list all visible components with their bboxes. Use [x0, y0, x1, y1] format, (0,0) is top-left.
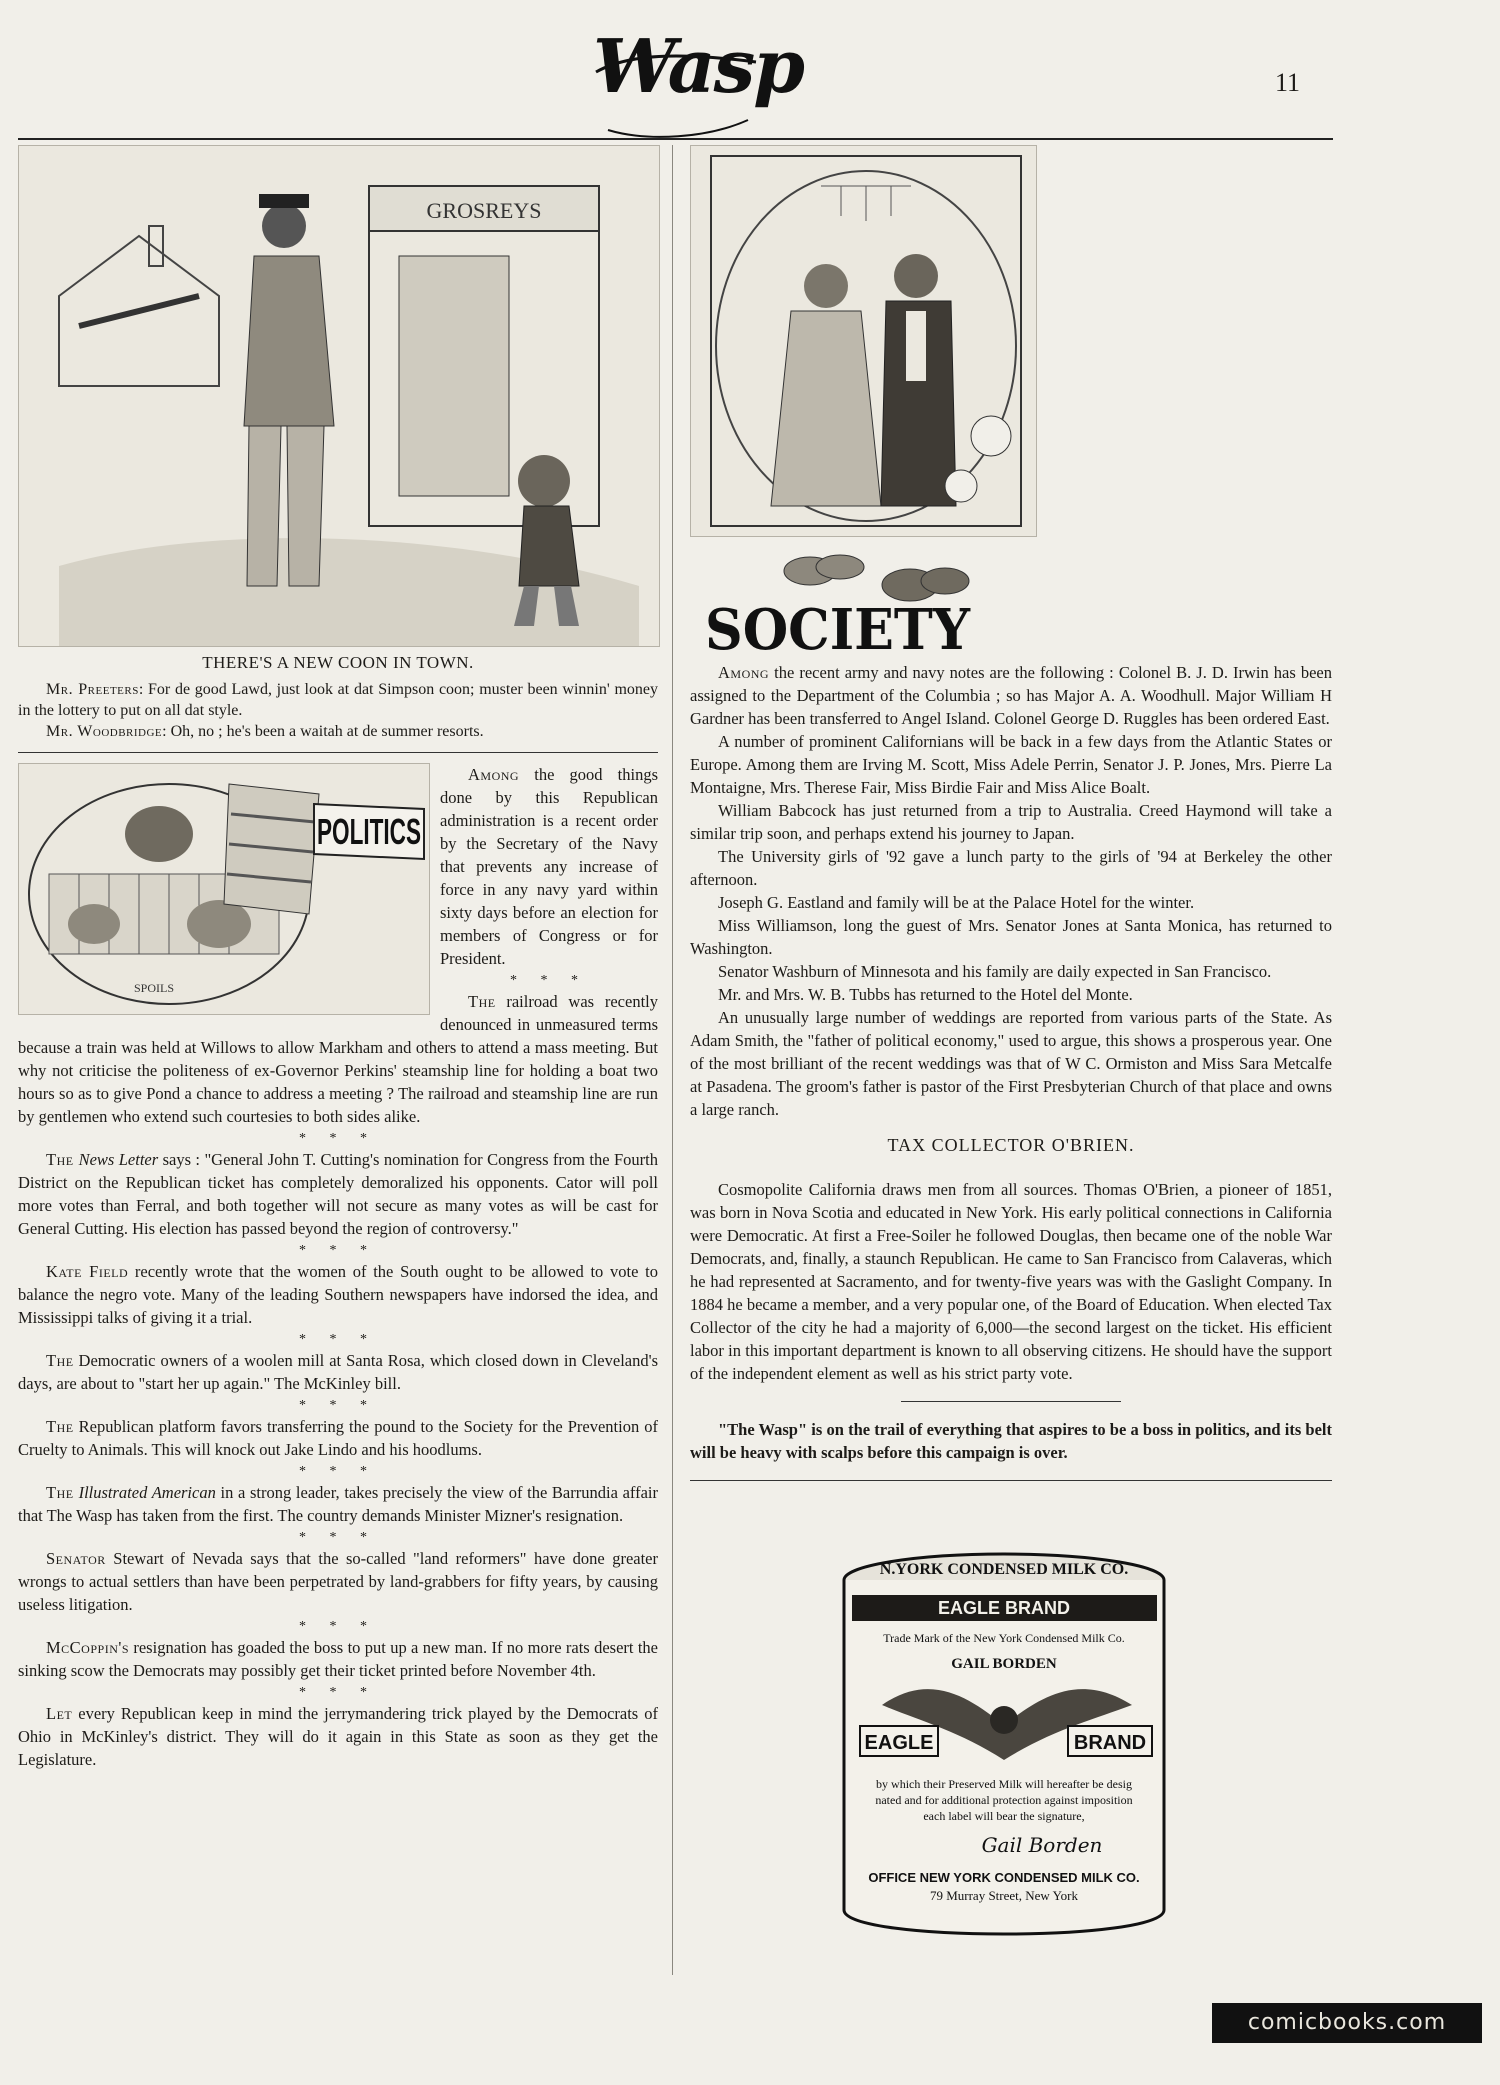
paragraph-text: Miss Williamson, long the guest of Mrs. Senator Jones at Santa Monica, has returned to Washington. [690, 916, 1332, 958]
masthead [0, 20, 1500, 130]
right-column [690, 145, 1332, 1491]
lead-word: Let [46, 1704, 73, 1723]
cartoon-dialogue-1: Mr. Preeters: For de good Lawd, just look at dat Simpson coon; muster been winnin' money in the lottery to put on all dat style. [18, 681, 658, 719]
paragraph-text: railroad was recently denounced in unmeasured terms because a train was held at Willows to allow Markham and others to attend a mass meeting. But why not criticise the politeness of ex-Governor Perkins' steamship line for holding a boat two hours so as to give Pond a chance to address a meeting ? The railroad and steamship line are run by gentlemen who extend such courtesies to both sides alike. [18, 992, 658, 1126]
article-paragraph [18, 1260, 658, 1329]
article-paragraph [18, 1415, 658, 1461]
paragraph-text: Republican platform favors transferring the pound to the Society for the Prevention of Cruelty to Animals. This will knock out Jake Lindo and his hoodlums. [18, 1417, 658, 1459]
paragraph-text: every Republican keep in mind the jerrymandering trick played by the Democrats of Ohio in McKinley's district. They will do it again in this State as soon as they get the Legislature. [18, 1704, 658, 1769]
dog-tag-label: SPOILS [134, 981, 175, 995]
article-paragraph [690, 730, 1332, 799]
paragraph-text: The University girls of '92 gave a lunch party to the girls of '94 at Berkeley the other afternoon. [690, 847, 1332, 889]
paragraph-text: resignation has goaded the boss to put up a new man. If no more rats desert the sinking scow the Democrats may possibly get their ticket printed before November 4th. [18, 1638, 658, 1680]
paragraph-text: the recent army and navy notes are the following : Colonel B. J. D. Irwin has been assigned to the Department of the Columbia ; so has Major A. A. Woodhull. Major William H Gardner has been transferred to Angel Island. Colonel George D. Ruggles has been ordered East. [690, 663, 1332, 728]
article-paragraph [690, 960, 1332, 983]
paragraph-text: William Babcock has just returned from a trip to Australia. Creed Haymond will take a similar trip soon, and perhaps extend his journey to Japan. [690, 801, 1332, 843]
article-paragraph [690, 914, 1332, 960]
lead-word: Among [468, 765, 520, 784]
cartoon-illustration [18, 145, 660, 647]
svg-text:SOCIETY: SOCIETY [705, 597, 971, 663]
paragraph-text: recently wrote that the women of the South ought to be allowed to vote to balance the negro vote. Many of the leading Southern newspapers have indorsed the idea, and Mississippi talks of giving it a trial. [18, 1262, 659, 1327]
article-paragraph [690, 891, 1332, 914]
politics-banner: POLITICS [317, 811, 421, 852]
asterism-divider: * * * [299, 1398, 377, 1413]
wasp-note [690, 1418, 1332, 1464]
paragraph-text: Stewart of Nevada says that the so-called "land reformers" have done greater wrongs to actual settlers than have been perpetrated by land-grabbers for fifty years, by causing useless litigation. [18, 1549, 658, 1614]
ad-body-line: nated and for additional protection against imposition [875, 1793, 1133, 1807]
section-rule [901, 1401, 1121, 1402]
ad-signature: Gail Borden [981, 1833, 1103, 1857]
politics-illustration [18, 763, 430, 1015]
ad-signature-top: GAIL BORDEN [951, 1656, 1057, 1672]
lead-word: Kate Field [46, 1262, 129, 1281]
asterism-divider: * * * [299, 1332, 377, 1347]
lead-word: The [46, 1150, 74, 1169]
society-column [690, 661, 1332, 1121]
source-watermark: comicbooks.com [1212, 2003, 1482, 2043]
paragraph-text: the good things done by this Republican administration is a recent order by the Secretary of the Navy that prevents any increase of force in any navy yard within sixty days before an election for members of Congress or for President. [440, 765, 658, 968]
ad-body-line: each label will bear the signature, [923, 1809, 1085, 1823]
article-paragraph [18, 1636, 658, 1682]
paragraph-text: Mr. and Mrs. W. B. Tubbs has returned to the Hotel del Monte. [718, 985, 1133, 1004]
masthead-rule [18, 138, 1333, 140]
society-banner [690, 541, 980, 661]
article-paragraph [18, 1702, 658, 1771]
paragraph-text: Democratic owners of a woolen mill at Santa Rosa, which closed down in Cleveland's days, are about to "start her up again." The McKinley bill. [18, 1351, 658, 1393]
article-paragraph [18, 1349, 658, 1395]
article-paragraph [690, 845, 1332, 891]
asterism-divider: * * * [299, 1464, 377, 1479]
paragraph-text: Joseph G. Eastland and family will be at the Palace Hotel for the winter. [718, 893, 1195, 912]
paragraph-text: in a strong leader, takes precisely the view of the Barrundia affair that The Wasp has taken from the first. The country demands Minister Mizner's resignation. [18, 1483, 658, 1525]
asterism-divider: * * * [510, 973, 588, 988]
paragraph-text: A number of prominent Californians will be back in a few days from the Atlantic States or Europe. Among them are Irving M. Scott, Miss Adele Perrin, Senator J. P. Jones, Mrs. Pierre La Montaigne, Mrs. Therese Fair, Miss Birdie Fair and Miss Alice Boalt. [690, 732, 1332, 797]
cartoon-caption-title: THERE'S A NEW COON IN TOWN. [202, 653, 474, 672]
article-paragraph [18, 1148, 658, 1240]
lead-word: McCoppin's [46, 1638, 130, 1657]
article-paragraph [690, 799, 1332, 845]
society-illustration [690, 145, 1037, 537]
storefront-sign: GROSREYS [426, 198, 542, 223]
ad-arc-text: N.YORK CONDENSED MILK CO. [879, 1561, 1129, 1578]
article-paragraph [18, 1481, 658, 1527]
ad-address: 79 Murray Street, New York [929, 1888, 1079, 1903]
section-rule [18, 752, 658, 753]
lead-word: The [46, 1483, 74, 1502]
article-paragraph [18, 1547, 658, 1616]
publication-title: Illustrated American [78, 1483, 216, 1502]
ad-band-text: EAGLE BRAND [937, 1598, 1071, 1618]
page-number: 11 [1275, 68, 1301, 97]
paragraph-text: An unusually large number of weddings are reported from various parts of the State. As Adam Smith, the "father of political economy," used to argue, this shows a prosperous year. One of the most brilliant of the recent weddings was that of W C. Ormiston and Miss Sara Metcalfe at Pasadena. The groom's father is pastor of the First Presbyterian Church of that place and owns a large ranch. [690, 1008, 1332, 1119]
lead-word: Among [718, 663, 770, 682]
butterfly-icon [784, 555, 864, 585]
speaker-name: Mr. Woodbridge [46, 723, 163, 740]
ad-eagle-right: BRAND [1073, 1732, 1147, 1754]
wasp-note-text: "The Wasp" is on the trail of everything that aspires to be a boss in politics, and its belt will be heavy with scalps before this campaign is over. [690, 1420, 1332, 1462]
asterism-divider: * * * [299, 1619, 377, 1634]
article-paragraph [690, 983, 1332, 1006]
lead-word: The [46, 1417, 74, 1436]
lead-word: The [468, 992, 496, 1011]
column-divider [672, 145, 673, 1975]
cartoon-dialogue-2: Mr. Woodbridge: Oh, no ; he's been a waitah at de summer resorts. [46, 723, 484, 740]
article-paragraph [690, 1006, 1332, 1121]
lead-word: The [46, 1351, 74, 1370]
publication-title: News Letter [78, 1150, 159, 1169]
asterism-divider: * * * [299, 1530, 377, 1545]
paragraph-text: Senator Washburn of Minnesota and his family are daily expected in San Francisco. [718, 962, 1272, 981]
ad-body-line: by which their Preserved Milk will hereafter be desig [876, 1777, 1132, 1791]
tax-collector-paragraph: Cosmopolite California draws men from all sources. Thomas O'Brien, a pioneer of 1851, was born in Nova Scotia and educated in New York. His early political connections in California were Democratic. At first a Free-Soiler he followed Douglas, then became one of the noble War Democrats, and, finally, a staunch Republican. He came to San Francisco from Calaveras, which he had represented at Sacramento, and for twenty-five years was with the Gaslight Company. In 1884 he became a member, and a very popular one, of the Board of Education. When elected Tax Collector of the city he had a majority of 6,000—the second largest on the ticket. His efficient labor in this important department is known to all observing citizens. He should have the support of the independent element as well as his strict party vote. [690, 1180, 1332, 1383]
article-paragraph [690, 661, 1332, 730]
tax-collector-headline: TAX COLLECTOR O'BRIEN. [887, 1135, 1135, 1155]
ad-trade-mark: Trade Mark of the New York Condensed Milk Co. [883, 1631, 1125, 1645]
paragraph-text: says : "General John T. Cutting's nomination for Congress from the Fourth District on the Republican ticket has completely demoralized his opponents. Cator will poll more votes than Ferral, and both together will not secure as many votes as will be cast for General Cutting. His election has passed beyond the region of controversy." [18, 1150, 658, 1238]
section-rule [690, 1480, 1332, 1481]
eagle-brand-advertisement [832, 1550, 1177, 1945]
left-column [18, 145, 658, 1771]
asterism-divider: * * * [299, 1685, 377, 1700]
lead-word: Senator [46, 1549, 106, 1568]
ad-office: OFFICE NEW YORK CONDENSED MILK CO. [868, 1870, 1140, 1885]
asterism-divider: * * * [299, 1131, 377, 1146]
speaker-name: Mr. Preeters [46, 681, 139, 698]
ad-eagle-left: EAGLE [864, 1732, 934, 1754]
masthead-logo: Wasp [593, 24, 804, 110]
asterism-divider: * * * [299, 1243, 377, 1258]
